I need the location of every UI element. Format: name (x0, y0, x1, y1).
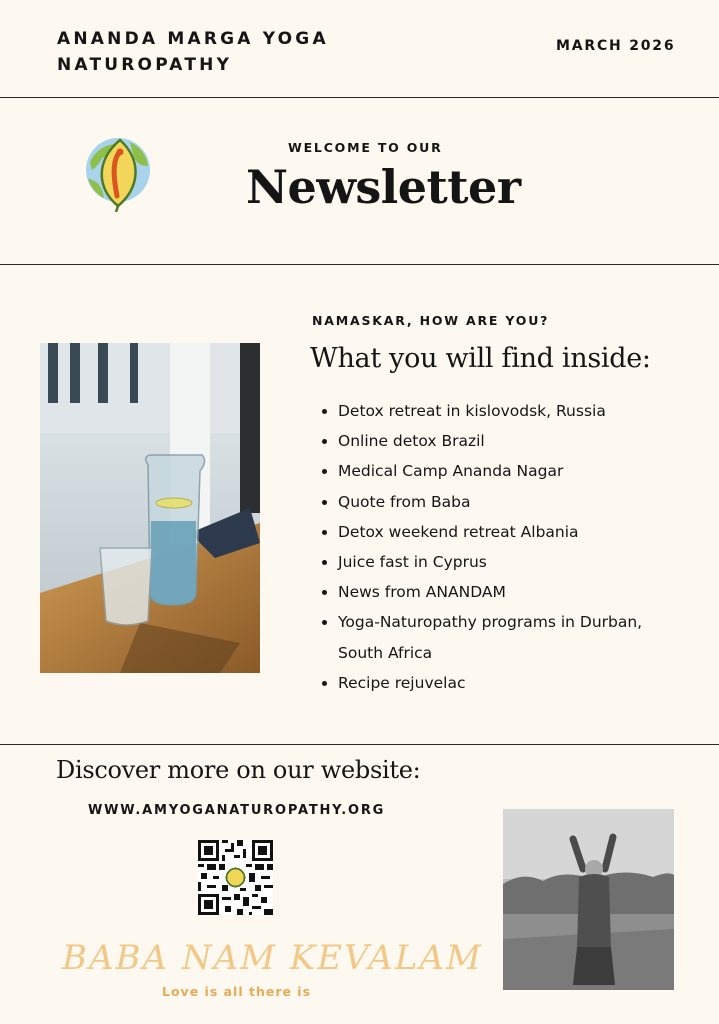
list-item: • Medical Camp Ananda Nagar (338, 456, 668, 486)
org-line-1: ANANDA MARGA YOGA (57, 29, 329, 49)
list-item: • Detox retreat in kislovodsk, Russia (338, 396, 668, 426)
org-line-2: NATUROPATHY (57, 55, 233, 75)
person-arms-raised-photo (503, 809, 674, 990)
list-item: • News from ANANDAM (338, 577, 668, 607)
website-link[interactable]: WWW.AMYOGANATUROPATHY.ORG (88, 803, 386, 818)
contents-list (318, 396, 668, 698)
newsletter-title: Newsletter (246, 160, 521, 214)
list-item: • Recipe rejuvelac (338, 668, 668, 698)
list-item: • Yoga-Naturopathy programs in Durban, South Africa (338, 607, 668, 667)
list-item: • Quote from Baba (338, 487, 668, 517)
water-carafe-photo (40, 343, 260, 673)
welcome-label: WELCOME TO OUR (288, 140, 443, 155)
mantra-text: BABA NAM KEVALAM (62, 938, 483, 978)
leaf-yogi-logo-icon (84, 136, 152, 212)
banner-divider (0, 264, 719, 265)
list-item: • Detox weekend retreat Albania (338, 517, 668, 547)
qr-code-icon[interactable] (198, 840, 273, 915)
list-item: • Online detox Brazil (338, 426, 668, 456)
issue-date: MARCH 2026 (556, 38, 676, 54)
greeting-label: NAMASKAR, HOW ARE YOU? (312, 313, 550, 328)
list-item: • Juice fast in Cyprus (338, 547, 668, 577)
tagline-text: Love is all there is (162, 984, 312, 999)
organization-name (57, 26, 329, 78)
header-divider (0, 97, 719, 98)
discover-heading: Discover more on our website: (56, 756, 421, 784)
main-divider (0, 744, 719, 745)
contents-heading: What you will find inside: (310, 343, 651, 374)
